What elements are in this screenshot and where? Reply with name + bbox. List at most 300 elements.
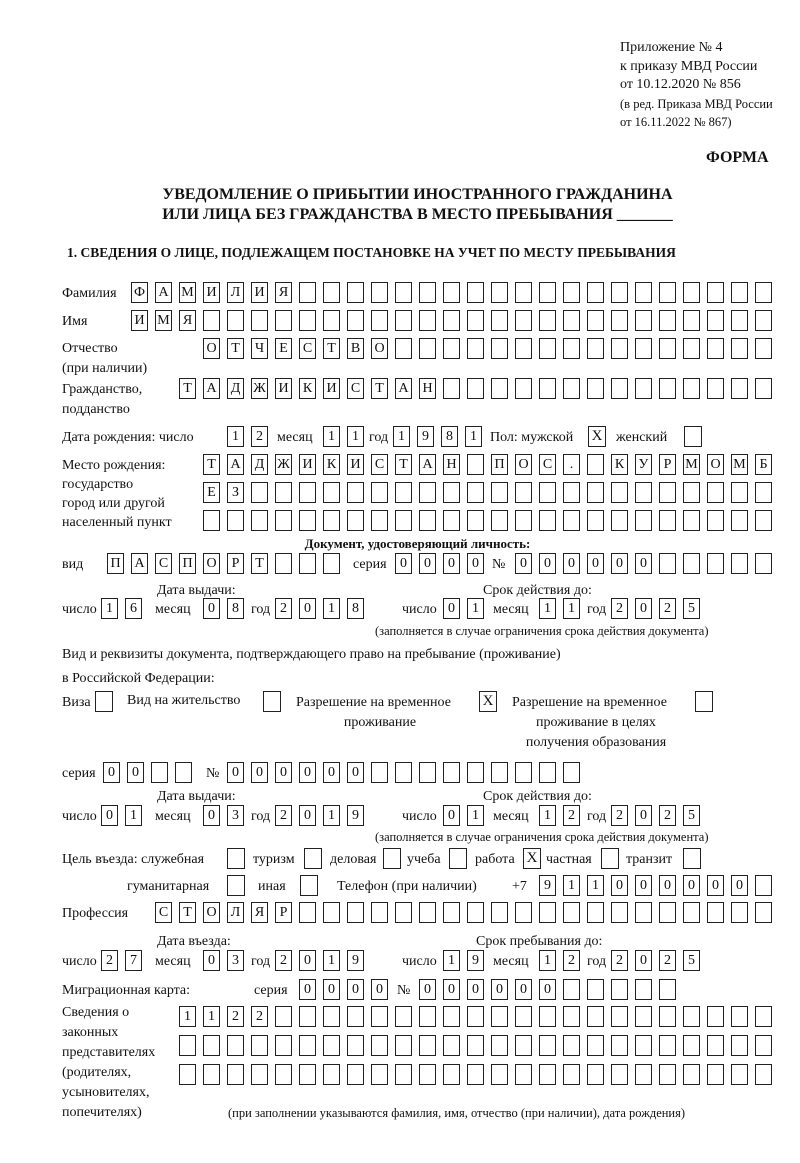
char-box[interactable]: П xyxy=(107,553,124,574)
char-box[interactable] xyxy=(659,510,676,531)
char-box[interactable] xyxy=(683,902,700,923)
char-box[interactable] xyxy=(347,282,364,303)
char-box[interactable] xyxy=(539,902,556,923)
char-box[interactable] xyxy=(203,1064,220,1085)
char-box[interactable] xyxy=(635,1006,652,1027)
char-box[interactable]: 1 xyxy=(563,875,580,896)
char-box[interactable] xyxy=(515,510,532,531)
char-box[interactable] xyxy=(539,378,556,399)
char-box[interactable] xyxy=(587,282,604,303)
char-box[interactable] xyxy=(515,902,532,923)
char-box[interactable]: 0 xyxy=(707,875,724,896)
char-box[interactable] xyxy=(611,1006,628,1027)
stay-series-field[interactable] xyxy=(103,762,199,783)
char-box[interactable] xyxy=(683,338,700,359)
char-box[interactable]: 0 xyxy=(635,553,652,574)
char-box[interactable]: 0 xyxy=(659,875,676,896)
char-box[interactable]: А xyxy=(227,454,244,475)
char-box[interactable] xyxy=(563,1064,580,1085)
char-box[interactable]: 1 xyxy=(467,805,484,826)
char-box[interactable] xyxy=(515,1006,532,1027)
sex-female-checkbox[interactable] xyxy=(684,426,702,447)
char-box[interactable]: С xyxy=(371,454,388,475)
char-box[interactable] xyxy=(275,1006,292,1027)
char-box[interactable] xyxy=(587,338,604,359)
purpose-official-checkbox[interactable] xyxy=(227,848,245,869)
char-box[interactable]: 2 xyxy=(275,805,292,826)
char-box[interactable]: 8 xyxy=(347,598,364,619)
char-box[interactable] xyxy=(563,338,580,359)
char-box[interactable] xyxy=(707,553,724,574)
char-box[interactable]: О xyxy=(203,553,220,574)
char-box[interactable] xyxy=(635,310,652,331)
char-box[interactable]: К xyxy=(611,454,628,475)
char-box[interactable]: 1 xyxy=(323,805,340,826)
char-box[interactable]: А xyxy=(395,378,412,399)
stay-issue-month[interactable] xyxy=(203,805,251,826)
char-box[interactable]: 8 xyxy=(227,598,244,619)
char-box[interactable] xyxy=(683,282,700,303)
birthplace-field-2[interactable] xyxy=(203,482,779,503)
entry-year[interactable] xyxy=(275,950,371,971)
entry-month[interactable] xyxy=(203,950,251,971)
purpose-humanitarian-checkbox[interactable] xyxy=(227,875,245,896)
residence-permit-checkbox[interactable] xyxy=(263,691,281,712)
char-box[interactable] xyxy=(371,902,388,923)
char-box[interactable]: 0 xyxy=(635,950,652,971)
char-box[interactable]: 0 xyxy=(127,762,144,783)
char-box[interactable] xyxy=(443,282,460,303)
char-box[interactable] xyxy=(611,310,628,331)
char-box[interactable]: 9 xyxy=(347,805,364,826)
id-series-field[interactable] xyxy=(395,553,491,574)
id-valid-day[interactable] xyxy=(443,598,491,619)
char-box[interactable] xyxy=(443,482,460,503)
char-box[interactable] xyxy=(395,310,412,331)
char-box[interactable]: 0 xyxy=(611,875,628,896)
char-box[interactable] xyxy=(323,902,340,923)
char-box[interactable]: 0 xyxy=(491,979,508,1000)
char-box[interactable] xyxy=(539,338,556,359)
char-box[interactable] xyxy=(467,1064,484,1085)
stay-valid-year[interactable] xyxy=(611,805,707,826)
char-box[interactable] xyxy=(275,310,292,331)
visa-checkbox[interactable] xyxy=(95,691,113,712)
char-box[interactable]: И xyxy=(131,310,148,331)
char-box[interactable] xyxy=(371,510,388,531)
char-box[interactable] xyxy=(419,1006,436,1027)
char-box[interactable]: 1 xyxy=(323,598,340,619)
char-box[interactable] xyxy=(707,1006,724,1027)
char-box[interactable]: К xyxy=(299,378,316,399)
char-box[interactable] xyxy=(395,510,412,531)
char-box[interactable]: 1 xyxy=(203,1006,220,1027)
char-box[interactable] xyxy=(659,553,676,574)
char-box[interactable]: О xyxy=(203,338,220,359)
char-box[interactable]: 0 xyxy=(635,875,652,896)
char-box[interactable]: Т xyxy=(179,902,196,923)
char-box[interactable]: 0 xyxy=(101,805,118,826)
representatives-field-3[interactable] xyxy=(179,1064,779,1085)
char-box[interactable] xyxy=(419,762,436,783)
char-box[interactable]: Я xyxy=(251,902,268,923)
char-box[interactable] xyxy=(611,482,628,503)
char-box[interactable] xyxy=(443,1006,460,1027)
char-box[interactable]: 0 xyxy=(203,805,220,826)
char-box[interactable]: 2 xyxy=(563,805,580,826)
char-box[interactable] xyxy=(347,1006,364,1027)
char-box[interactable] xyxy=(251,1064,268,1085)
char-box[interactable] xyxy=(371,282,388,303)
char-box[interactable]: 1 xyxy=(179,1006,196,1027)
char-box[interactable] xyxy=(731,282,748,303)
char-box[interactable]: 0 xyxy=(419,979,436,1000)
char-box[interactable] xyxy=(299,553,316,574)
char-box[interactable]: 0 xyxy=(563,553,580,574)
char-box[interactable]: 2 xyxy=(659,598,676,619)
char-box[interactable] xyxy=(611,979,628,1000)
char-box[interactable]: А xyxy=(203,378,220,399)
char-box[interactable]: 9 xyxy=(347,950,364,971)
char-box[interactable] xyxy=(635,378,652,399)
char-box[interactable] xyxy=(707,310,724,331)
char-box[interactable]: 0 xyxy=(443,598,460,619)
char-box[interactable] xyxy=(443,510,460,531)
char-box[interactable]: 0 xyxy=(323,979,340,1000)
char-box[interactable] xyxy=(539,282,556,303)
char-box[interactable] xyxy=(419,1035,436,1056)
char-box[interactable] xyxy=(683,510,700,531)
citizenship-field[interactable] xyxy=(179,378,779,399)
char-box[interactable] xyxy=(227,1064,244,1085)
char-box[interactable]: 5 xyxy=(683,598,700,619)
char-box[interactable] xyxy=(179,1035,196,1056)
char-box[interactable]: Р xyxy=(659,454,676,475)
char-box[interactable] xyxy=(227,310,244,331)
temp-residence-checkbox[interactable]: X xyxy=(479,691,497,712)
char-box[interactable]: 0 xyxy=(443,805,460,826)
char-box[interactable]: С xyxy=(155,553,172,574)
stay-valid-month[interactable] xyxy=(539,805,587,826)
char-box[interactable] xyxy=(731,510,748,531)
char-box[interactable] xyxy=(491,1006,508,1027)
char-box[interactable]: 0 xyxy=(347,762,364,783)
char-box[interactable]: 8 xyxy=(441,426,458,447)
char-box[interactable]: Т xyxy=(323,338,340,359)
char-box[interactable] xyxy=(563,510,580,531)
char-box[interactable]: М xyxy=(179,282,196,303)
char-box[interactable] xyxy=(515,482,532,503)
char-box[interactable]: 2 xyxy=(251,426,268,447)
char-box[interactable] xyxy=(707,510,724,531)
char-box[interactable] xyxy=(395,1006,412,1027)
char-box[interactable]: Я xyxy=(275,282,292,303)
stay-issue-day[interactable] xyxy=(101,805,149,826)
char-box[interactable]: 0 xyxy=(103,762,120,783)
char-box[interactable]: 1 xyxy=(323,426,340,447)
char-box[interactable] xyxy=(659,282,676,303)
migration-series-field[interactable] xyxy=(299,979,395,1000)
patronymic-field[interactable] xyxy=(203,338,779,359)
char-box[interactable]: 0 xyxy=(299,979,316,1000)
char-box[interactable] xyxy=(419,338,436,359)
char-box[interactable]: 0 xyxy=(635,598,652,619)
char-box[interactable] xyxy=(443,1064,460,1085)
char-box[interactable] xyxy=(611,902,628,923)
char-box[interactable]: 0 xyxy=(539,979,556,1000)
char-box[interactable] xyxy=(659,1006,676,1027)
char-box[interactable]: 1 xyxy=(227,426,244,447)
entry-day[interactable] xyxy=(101,950,149,971)
char-box[interactable]: Ж xyxy=(275,454,292,475)
char-box[interactable] xyxy=(587,454,604,475)
char-box[interactable] xyxy=(395,902,412,923)
char-box[interactable] xyxy=(251,1035,268,1056)
char-box[interactable] xyxy=(491,902,508,923)
char-box[interactable] xyxy=(395,338,412,359)
char-box[interactable] xyxy=(227,1035,244,1056)
char-box[interactable] xyxy=(299,282,316,303)
stay-until-year[interactable] xyxy=(611,950,707,971)
char-box[interactable]: 2 xyxy=(227,1006,244,1027)
purpose-tourism-checkbox[interactable] xyxy=(304,848,322,869)
char-box[interactable]: 0 xyxy=(467,979,484,1000)
char-box[interactable] xyxy=(731,482,748,503)
char-box[interactable]: И xyxy=(323,378,340,399)
char-box[interactable] xyxy=(683,1006,700,1027)
stay-until-month[interactable] xyxy=(539,950,587,971)
char-box[interactable] xyxy=(635,482,652,503)
surname-field[interactable] xyxy=(131,282,779,303)
representatives-field-2[interactable] xyxy=(179,1035,779,1056)
char-box[interactable] xyxy=(419,310,436,331)
char-box[interactable]: 0 xyxy=(587,553,604,574)
purpose-work-checkbox[interactable]: X xyxy=(523,848,541,869)
char-box[interactable]: 2 xyxy=(101,950,118,971)
char-box[interactable] xyxy=(515,310,532,331)
id-issue-year[interactable] xyxy=(275,598,371,619)
char-box[interactable] xyxy=(323,1006,340,1027)
char-box[interactable]: 1 xyxy=(539,805,556,826)
char-box[interactable] xyxy=(659,902,676,923)
char-box[interactable]: 0 xyxy=(395,553,412,574)
char-box[interactable]: 9 xyxy=(467,950,484,971)
char-box[interactable]: 2 xyxy=(563,950,580,971)
char-box[interactable]: П xyxy=(179,553,196,574)
char-box[interactable] xyxy=(175,762,192,783)
char-box[interactable] xyxy=(203,310,220,331)
char-box[interactable] xyxy=(203,510,220,531)
char-box[interactable] xyxy=(731,338,748,359)
char-box[interactable] xyxy=(635,338,652,359)
char-box[interactable]: И xyxy=(347,454,364,475)
char-box[interactable]: А xyxy=(155,282,172,303)
char-box[interactable]: О xyxy=(707,454,724,475)
char-box[interactable] xyxy=(251,310,268,331)
char-box[interactable]: С xyxy=(539,454,556,475)
char-box[interactable] xyxy=(563,902,580,923)
char-box[interactable] xyxy=(635,282,652,303)
char-box[interactable] xyxy=(683,1035,700,1056)
char-box[interactable]: 0 xyxy=(299,805,316,826)
char-box[interactable] xyxy=(659,338,676,359)
char-box[interactable] xyxy=(179,1064,196,1085)
char-box[interactable]: 2 xyxy=(659,950,676,971)
char-box[interactable] xyxy=(203,1035,220,1056)
char-box[interactable] xyxy=(611,338,628,359)
stay-until-day[interactable] xyxy=(443,950,491,971)
char-box[interactable] xyxy=(707,482,724,503)
char-box[interactable] xyxy=(371,1064,388,1085)
char-box[interactable]: Т xyxy=(251,553,268,574)
char-box[interactable] xyxy=(275,482,292,503)
char-box[interactable]: Д xyxy=(251,454,268,475)
char-box[interactable]: 2 xyxy=(659,805,676,826)
char-box[interactable]: 1 xyxy=(587,875,604,896)
char-box[interactable] xyxy=(515,1035,532,1056)
char-box[interactable]: Т xyxy=(371,378,388,399)
char-box[interactable] xyxy=(659,1064,676,1085)
name-field[interactable] xyxy=(131,310,779,331)
char-box[interactable]: 0 xyxy=(275,762,292,783)
id-kind-field[interactable] xyxy=(107,553,347,574)
char-box[interactable] xyxy=(347,310,364,331)
char-box[interactable] xyxy=(635,1035,652,1056)
char-box[interactable] xyxy=(635,1064,652,1085)
char-box[interactable]: 0 xyxy=(251,762,268,783)
char-box[interactable]: 1 xyxy=(323,950,340,971)
char-box[interactable]: 1 xyxy=(465,426,482,447)
char-box[interactable]: 0 xyxy=(419,553,436,574)
char-box[interactable] xyxy=(467,510,484,531)
birth-month-field[interactable] xyxy=(323,426,371,447)
char-box[interactable]: 1 xyxy=(347,426,364,447)
char-box[interactable] xyxy=(563,378,580,399)
char-box[interactable]: 0 xyxy=(515,553,532,574)
char-box[interactable] xyxy=(515,762,532,783)
char-box[interactable]: 0 xyxy=(323,762,340,783)
char-box[interactable]: Р xyxy=(275,902,292,923)
birthplace-field-1[interactable] xyxy=(203,454,779,475)
char-box[interactable]: И xyxy=(203,282,220,303)
char-box[interactable] xyxy=(443,1035,460,1056)
char-box[interactable]: О xyxy=(203,902,220,923)
char-box[interactable] xyxy=(491,282,508,303)
char-box[interactable]: 0 xyxy=(683,875,700,896)
char-box[interactable]: О xyxy=(515,454,532,475)
char-box[interactable]: У xyxy=(635,454,652,475)
char-box[interactable] xyxy=(299,902,316,923)
char-box[interactable] xyxy=(755,282,772,303)
char-box[interactable] xyxy=(707,1064,724,1085)
char-box[interactable] xyxy=(683,310,700,331)
char-box[interactable]: 7 xyxy=(125,950,142,971)
char-box[interactable]: 3 xyxy=(227,950,244,971)
char-box[interactable] xyxy=(587,482,604,503)
char-box[interactable]: Е xyxy=(275,338,292,359)
char-box[interactable] xyxy=(419,482,436,503)
char-box[interactable] xyxy=(635,510,652,531)
char-box[interactable] xyxy=(323,482,340,503)
char-box[interactable] xyxy=(491,1035,508,1056)
char-box[interactable] xyxy=(755,1064,772,1085)
char-box[interactable] xyxy=(635,902,652,923)
char-box[interactable]: Л xyxy=(227,282,244,303)
char-box[interactable] xyxy=(443,902,460,923)
char-box[interactable] xyxy=(563,310,580,331)
char-box[interactable] xyxy=(755,875,772,896)
id-number-field[interactable] xyxy=(515,553,779,574)
char-box[interactable] xyxy=(491,762,508,783)
id-valid-year[interactable] xyxy=(611,598,707,619)
char-box[interactable] xyxy=(491,1064,508,1085)
char-box[interactable]: М xyxy=(683,454,700,475)
id-issue-month[interactable] xyxy=(203,598,251,619)
char-box[interactable]: 1 xyxy=(125,805,142,826)
char-box[interactable]: И xyxy=(251,282,268,303)
migration-number-field[interactable] xyxy=(419,979,683,1000)
birth-day-field[interactable] xyxy=(227,426,275,447)
char-box[interactable] xyxy=(371,482,388,503)
char-box[interactable] xyxy=(731,310,748,331)
char-box[interactable] xyxy=(515,1064,532,1085)
char-box[interactable] xyxy=(611,378,628,399)
char-box[interactable] xyxy=(659,979,676,1000)
char-box[interactable] xyxy=(419,282,436,303)
char-box[interactable] xyxy=(491,310,508,331)
char-box[interactable] xyxy=(515,282,532,303)
char-box[interactable]: Я xyxy=(179,310,196,331)
char-box[interactable] xyxy=(587,510,604,531)
char-box[interactable]: . xyxy=(563,454,580,475)
char-box[interactable] xyxy=(587,979,604,1000)
char-box[interactable] xyxy=(371,1006,388,1027)
char-box[interactable] xyxy=(635,979,652,1000)
char-box[interactable]: 0 xyxy=(203,598,220,619)
char-box[interactable] xyxy=(731,1006,748,1027)
char-box[interactable] xyxy=(755,338,772,359)
char-box[interactable] xyxy=(467,282,484,303)
char-box[interactable]: Т xyxy=(227,338,244,359)
char-box[interactable]: 0 xyxy=(203,950,220,971)
char-box[interactable] xyxy=(275,510,292,531)
char-box[interactable]: 0 xyxy=(635,805,652,826)
char-box[interactable]: 9 xyxy=(417,426,434,447)
char-box[interactable]: 5 xyxy=(683,805,700,826)
char-box[interactable] xyxy=(731,553,748,574)
char-box[interactable] xyxy=(299,310,316,331)
char-box[interactable] xyxy=(299,1006,316,1027)
id-valid-month[interactable] xyxy=(539,598,587,619)
char-box[interactable] xyxy=(467,482,484,503)
char-box[interactable] xyxy=(467,310,484,331)
id-issue-day[interactable] xyxy=(101,598,149,619)
char-box[interactable]: Ж xyxy=(251,378,268,399)
char-box[interactable] xyxy=(467,454,484,475)
birth-year-field[interactable] xyxy=(393,426,489,447)
char-box[interactable] xyxy=(563,482,580,503)
char-box[interactable] xyxy=(731,902,748,923)
char-box[interactable]: 0 xyxy=(731,875,748,896)
char-box[interactable]: 3 xyxy=(227,805,244,826)
char-box[interactable]: Д xyxy=(227,378,244,399)
char-box[interactable]: 2 xyxy=(611,950,628,971)
char-box[interactable] xyxy=(419,902,436,923)
char-box[interactable] xyxy=(755,482,772,503)
sex-male-checkbox[interactable]: X xyxy=(588,426,606,447)
char-box[interactable] xyxy=(419,1064,436,1085)
char-box[interactable] xyxy=(395,762,412,783)
